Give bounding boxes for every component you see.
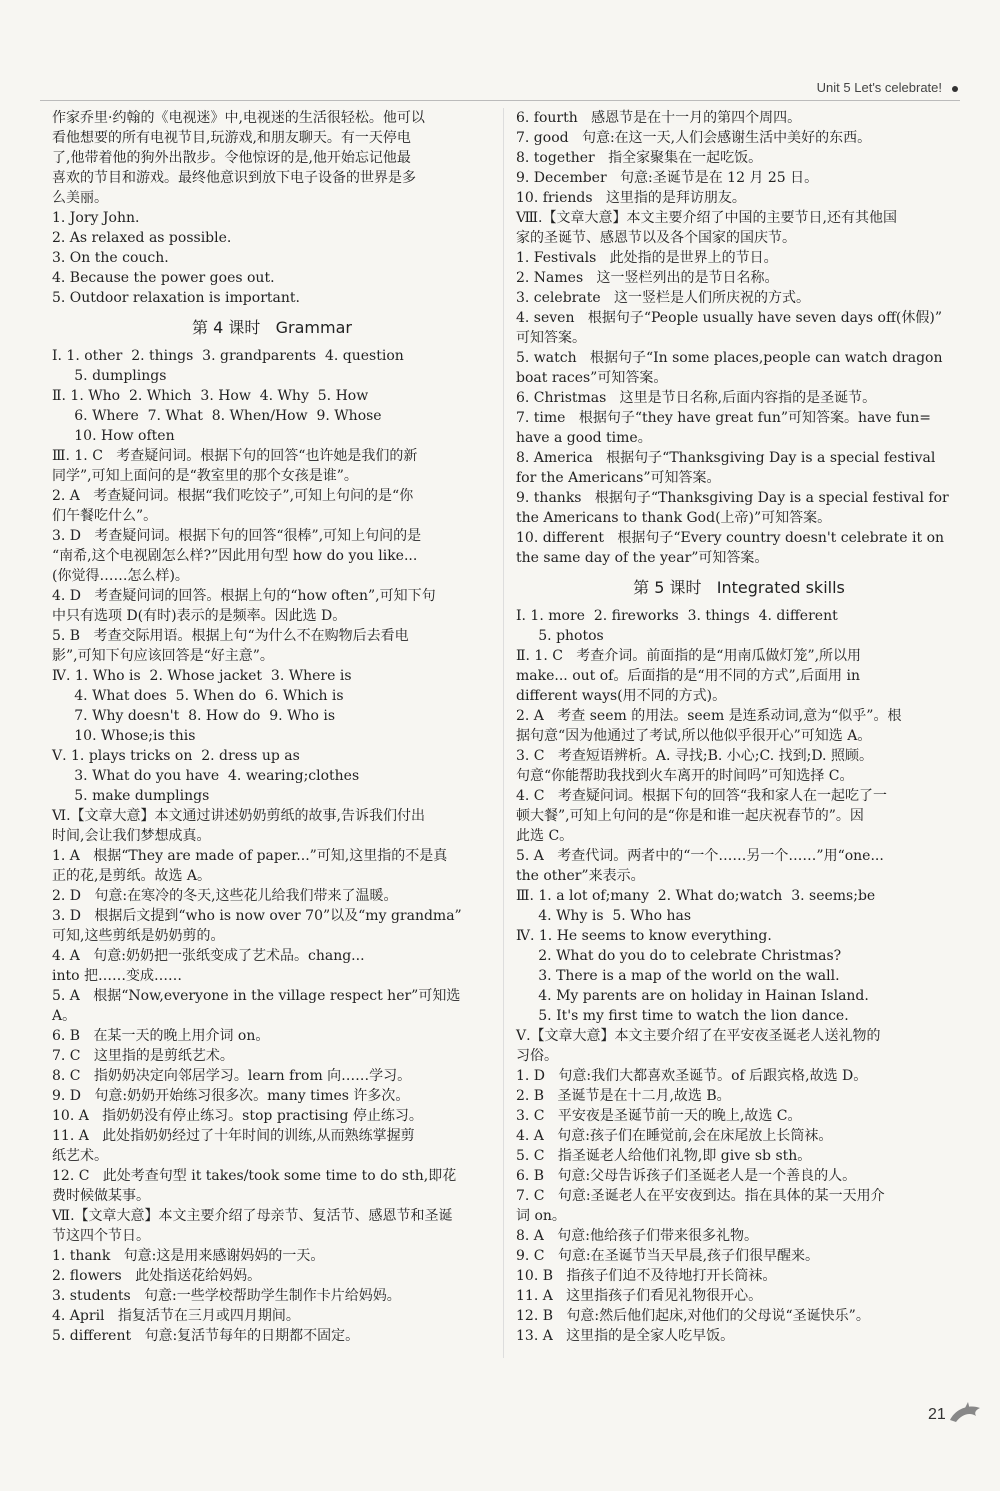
text-line: the same day of the year”可知答案。 — [516, 550, 769, 566]
text-line: (你觉得……怎么样)。 — [52, 568, 189, 584]
text-line: 5. C 指圣诞老人给他们礼物,即 give sb sth。 — [516, 1148, 812, 1164]
text-line: 2. B 圣诞节是在十二月,故选 B。 — [516, 1088, 731, 1104]
text-line: “南希,这个电视剧怎么样?”因此用句型 how do you like... — [52, 548, 418, 564]
text-line: 1. thank 句意:这是用来感谢妈妈的一天。 — [52, 1248, 325, 1264]
text-line: 4. What does 5. When do 6. Which is — [52, 688, 344, 704]
text-line: Ⅶ.【文章大意】本文主要介绍了母亲节、复活节、感恩节和圣诞 — [52, 1208, 453, 1224]
text-line: 5. different 句意:复活节每年的日期都不固定。 — [52, 1328, 360, 1344]
section-heading: 第 4 课时 Grammar — [192, 318, 352, 337]
text-line: 2. As relaxed as possible. — [52, 230, 232, 246]
text-line: Ⅴ.【文章大意】本文主要介绍了在平安夜圣诞老人送礼物的 — [516, 1028, 881, 1044]
text-line: 13. A 这里指的是全家人吃早饭。 — [516, 1328, 735, 1344]
text-line: 10. A 指奶奶没有停止练习。stop practising 停止练习。 — [52, 1108, 423, 1124]
text-line: 纸艺术。 — [52, 1148, 108, 1164]
text-line: Ⅷ.【文章大意】本文主要介绍了中国的主要节日,还有其他国 — [516, 210, 897, 226]
text-line: 5. It's my first time to watch the lion dance. — [516, 1008, 849, 1024]
text-line: 2. Names 这一竖栏列出的是节日名称。 — [516, 270, 779, 286]
text-line: 2. flowers 此处指送花给妈妈。 — [52, 1268, 262, 1284]
text-line: 们午餐吃什么”。 — [52, 508, 158, 524]
text-line: A。 — [52, 1008, 77, 1024]
text-line: 顿大餐”,可知上句问的是“你是和谁一起庆祝春节的”。因 — [516, 808, 864, 824]
text-line: 12. C 此处考查句型 it takes/took some time to do sth,即花 — [52, 1168, 457, 1184]
right-column — [516, 108, 962, 1346]
text-line: Ⅰ. 1. other 2. things 3. grandparents 4. question — [52, 348, 404, 364]
text-line: the other”来表示。 — [516, 868, 645, 884]
text-line: 费时候做某事。 — [52, 1188, 150, 1204]
text-line: 3. celebrate 这一竖栏是人们所庆祝的方式。 — [516, 290, 810, 306]
text-line: 7. C 句意:圣诞老人在平安夜到达。指在具体的某一天用介 — [516, 1188, 885, 1204]
text-line: 5. A 考查代词。两者中的“一个……另一个……”用“one... — [516, 848, 884, 864]
text-line: 5. dumplings — [52, 368, 167, 384]
text-line: 同学”,可知上面问的是“教室里的那个女孩是谁”。 — [52, 468, 358, 484]
text-line: 习俗。 — [516, 1048, 558, 1064]
text-line: have a good time。 — [516, 430, 652, 446]
text-line: make... out of。后面指的是“用不同的方式”,后面用 in — [516, 668, 861, 684]
text-line: boat races”可知答案。 — [516, 370, 668, 386]
text-line: 词 on。 — [516, 1208, 566, 1224]
text-line: 4. April 指复活节在三月或四月期间。 — [52, 1308, 300, 1324]
text-line: Ⅲ. 1. C 考查疑问词。根据下句的回答“也许她是我们的新 — [52, 448, 418, 464]
text-line: 1. Jory John. — [52, 210, 140, 226]
text-line: Ⅲ. 1. a lot of;many 2. What do;watch 3. seems;be — [516, 888, 876, 904]
section-heading: 第 5 课时 Integrated skills — [633, 578, 845, 597]
text-line: 11. A 此处指奶奶经过了十年时间的训练,从而熟练掌握剪 — [52, 1128, 415, 1144]
text-line: 可知答案。 — [516, 330, 586, 346]
text-line: Ⅳ. 1. He seems to know everything. — [516, 928, 772, 944]
text-line: 4. Because the power goes out. — [52, 270, 275, 286]
text-line: 4. D 考查疑问词的回答。根据上句的“how often”,可知下句 — [52, 588, 436, 604]
text-line: 7. Why doesn't 8. How do 9. Who is — [52, 708, 336, 724]
text-line: 句意“你能帮助我找到火车离开的时间吗”可知选择 C。 — [516, 768, 854, 784]
text-line: 9. December 句意:圣诞节是在 12 月 25 日。 — [516, 170, 819, 186]
text-line: 此选 C。 — [516, 828, 574, 844]
text-line: 8. C 指奶奶决定向邻居学习。learn from 向……学习。 — [52, 1068, 412, 1084]
text-line: Ⅳ. 1. Who is 2. Whose jacket 3. Where is — [52, 668, 352, 684]
text-line: Ⅱ. 1. Who 2. Which 3. How 4. Why 5. How — [52, 388, 369, 404]
text-line: 3. students 句意:一些学校帮助学生制作卡片给妈妈。 — [52, 1288, 401, 1304]
text-line: 4. A 句意:孩子们在睡觉前,会在床尾放上长筒袜。 — [516, 1128, 833, 1144]
text-line: 看他想要的所有电视节目,玩游戏,和朋友聊天。有一天停电 — [52, 130, 411, 146]
text-line: 1. A 根据“They are made of paper...”可知,这里指的不是真 — [52, 848, 448, 864]
text-line: 12. B 句意:然后他们起床,对他们的父母说“圣诞快乐”。 — [516, 1308, 870, 1324]
text-line: the Americans to thank God(上帝)”可知答案。 — [516, 510, 832, 526]
text-line: Ⅰ. 1. more 2. fireworks 3. things 4. different — [516, 608, 838, 624]
text-line: 喜欢的节目和游戏。最终他意识到放下电子设备的世界是多 — [52, 170, 416, 186]
text-line: 作家乔里·约翰的《电视迷》中,电视迷的生活很轻松。他可以 — [52, 110, 425, 126]
text-line: 4. seven 根据句子“People usually have seven days off(休假)” — [516, 310, 943, 326]
text-line: for the Americans”可知答案。 — [516, 470, 721, 486]
text-line: 家的圣诞节、感恩节以及各个国家的国庆节。 — [516, 230, 796, 246]
text-line: 2. What do you do to celebrate Christmas? — [516, 948, 842, 964]
text-line: 8. A 句意:他给孩子们带来很多礼物。 — [516, 1228, 758, 1244]
text-line: 了,他带着他的狗外出散步。令他惊讶的是,他开始忘记他最 — [52, 150, 411, 166]
unit-label: Unit 5 Let's celebrate! — [816, 80, 942, 95]
text-line: 5. Outdoor relaxation is important. — [52, 290, 300, 306]
text-line: 中只有选项 D(有时)表示的是频率。因此选 D。 — [52, 608, 347, 624]
text-line: 3. There is a map of the world on the wall. — [516, 968, 840, 984]
text-line: 5. A 根据“Now,everyone in the village respect her”可知选 — [52, 988, 461, 1004]
text-line: 1. Festivals 此处指的是世界上的节日。 — [516, 250, 778, 266]
text-line: 时间,会让我们梦想成真。 — [52, 828, 211, 844]
text-line: different ways(用不同的方式)。 — [516, 688, 727, 704]
text-line: 6. B 句意:父母告诉孩子们圣诞老人是一个善良的人。 — [516, 1168, 857, 1184]
text-line: 8. America 根据句子“Thanksgiving Day is a special festival — [516, 450, 936, 466]
page-header — [40, 70, 960, 101]
text-line: 1. D 句意:我们大都喜欢圣诞节。of 后跟宾格,故选 D。 — [516, 1068, 868, 1084]
text-line: Ⅴ. 1. plays tricks on 2. dress up as — [52, 748, 300, 764]
text-line: 3. What do you have 4. wearing;clothes — [52, 768, 360, 784]
text-line: Ⅱ. 1. C 考查介词。前面指的是“用南瓜做灯笼”,所以用 — [516, 648, 862, 664]
text-line: 3. On the couch. — [52, 250, 169, 266]
page-number: 21 — [928, 1406, 946, 1423]
text-line: 节这四个节日。 — [52, 1228, 150, 1244]
text-line: 5. B 考查交际用语。根据上句“为什么不在购物后去看电 — [52, 628, 409, 644]
text-line: 2. A 考查 seem 的用法。seem 是连系动词,意为“似乎”。根 — [516, 708, 902, 724]
text-line: 6. fourth 感恩节是在十一月的第四个周四。 — [516, 110, 802, 126]
text-line: 3. C 考查短语辨析。A. 寻找;B. 小心;C. 找到;D. 照顾。 — [516, 748, 873, 764]
text-line: 正的花,是剪纸。故选 A。 — [52, 868, 212, 884]
text-line: 影”,可知下句应该回答是“好主意”。 — [52, 648, 274, 664]
bullet-dot-icon — [952, 86, 958, 92]
text-line: 么美丽。 — [52, 190, 108, 206]
text-line: 4. Why is 5. Who has — [516, 908, 692, 924]
text-line: 据句意“因为他通过了考试,所以他似乎很开心”可知选 A。 — [516, 728, 872, 744]
text-line: 5. make dumplings — [52, 788, 210, 804]
text-line: Ⅵ.【文章大意】本文通过讲述奶奶剪纸的故事,告诉我们付出 — [52, 808, 425, 824]
text-line: 6. B 在某一天的晚上用介词 on。 — [52, 1028, 270, 1044]
text-line: 4. C 考查疑问词。根据下句的回答“我和家人在一起吃了一 — [516, 788, 888, 804]
text-line: 2. A 考查疑问词。根据“我们吃饺子”,可知上句问的是“你 — [52, 488, 414, 504]
text-line: 9. thanks 根据句子“Thanksgiving Day is a special festival for — [516, 490, 949, 506]
text-line: 3. D 根据后文提到“who is now over 70”以及“my grandma” — [52, 908, 462, 924]
text-line: 5. photos — [516, 628, 604, 644]
text-line: 4. My parents are on holiday in Hainan Island. — [516, 988, 869, 1004]
text-line: 7. good 句意:在这一天,人们会感谢生活中美好的东西。 — [516, 130, 872, 146]
text-line: 10. friends 这里指的是拜访朋友。 — [516, 190, 746, 206]
text-line: into 把……变成…… — [52, 968, 182, 984]
text-line: 6. Where 7. What 8. When/How 9. Whose — [52, 408, 382, 424]
text-line: 9. C 句意:在圣诞节当天早晨,孩子们很早醒来。 — [516, 1248, 820, 1264]
dolphin-logo-icon — [946, 1398, 986, 1432]
text-line: 11. A 这里指孩子们看见礼物很开心。 — [516, 1288, 763, 1304]
text-line: 6. Christmas 这里是节日名称,后面内容指的是圣诞节。 — [516, 390, 877, 406]
text-line: 9. D 句意:奶奶开始练习很多次。many times 许多次。 — [52, 1088, 410, 1104]
text-line: 10. B 指孩子们迫不及待地打开长筒袜。 — [516, 1268, 777, 1284]
text-line: 5. watch 根据句子“In some places,people can watch dragon — [516, 350, 943, 366]
text-line: 2. D 句意:在寒冷的冬天,这些花儿给我们带来了温暖。 — [52, 888, 398, 904]
left-column — [52, 108, 492, 1346]
text-line: 3. C 平安夜是圣诞节前一天的晚上,故选 C。 — [516, 1108, 802, 1124]
text-line: 3. D 考查疑问词。根据下句的回答“很棒”,可知上句问的是 — [52, 528, 422, 544]
text-line: 10. How often — [52, 428, 175, 444]
text-line: 10. Whose;is this — [52, 728, 196, 744]
column-divider — [503, 108, 504, 1358]
text-line: 7. time 根据句子“they have great fun”可知答案。have fun= — [516, 410, 931, 426]
text-line: 10. different 根据句子“Every country doesn't celebrate it on — [516, 530, 945, 546]
text-line: 4. A 句意:奶奶把一张纸变成了艺术品。chang... — [52, 948, 365, 964]
text-line: 可知,这些剪纸是奶奶剪的。 — [52, 928, 225, 944]
text-line: 7. C 这里指的是剪纸艺术。 — [52, 1048, 234, 1064]
text-line: 8. together 指全家聚集在一起吃饭。 — [516, 150, 763, 166]
